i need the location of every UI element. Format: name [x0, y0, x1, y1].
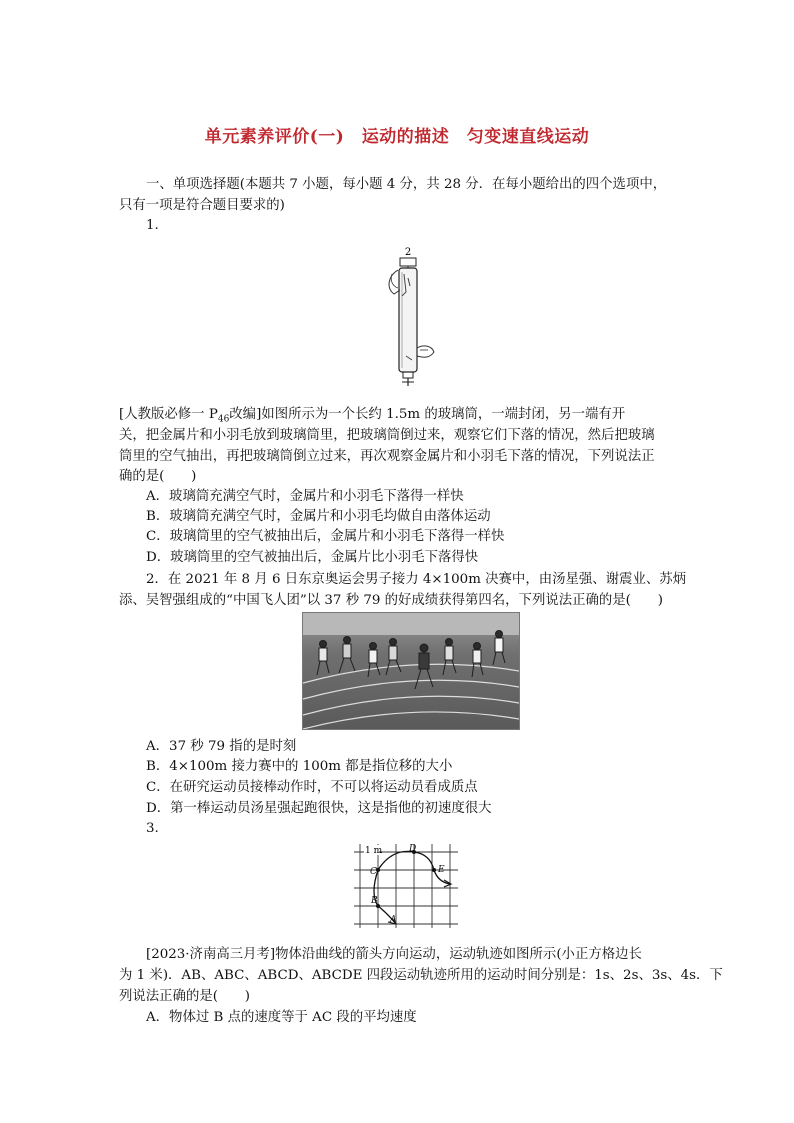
- q1-stem-line1: [人教版必修一 $P_{46}$改编]如图所示为一个长约 1.5m 的玻璃筒，一端封闭，另一端有开: [119, 407, 626, 425]
- q1-option-c: C．玻璃筒里的空气被抽出后，金属片和小羽毛下落得一样快: [146, 529, 505, 544]
- q3-stem-line3: 列说法正确的是( ): [119, 989, 250, 1004]
- q1-stem-line4: 确的是( ): [119, 469, 197, 484]
- point-b-label: B: [371, 896, 378, 906]
- grid-scale-label: 1 m: [365, 846, 383, 856]
- point-e-label: E: [438, 865, 445, 875]
- point-a-label: A: [390, 915, 397, 925]
- q2-stem-line2: 添、吴智强组成的“中国飞人团”以 37 秒 79 的好成绩获得第四名，下列说法正确的是( ): [119, 593, 663, 608]
- q1-option-d: D．玻璃筒里的空气被抽出后，金属片比小羽毛下落得快: [146, 550, 479, 565]
- relay-race-photo: [302, 612, 520, 730]
- q1-number: 1.: [146, 218, 159, 233]
- glass-tube-figure: [384, 244, 436, 390]
- q1-stem-line2: 关，把金属片和小羽毛放到玻璃筒里，把玻璃筒倒过来，观察它们下落的情况，然后把玻璃: [119, 428, 655, 443]
- tube-fig-label: 2: [404, 247, 412, 258]
- section-heading-line1: 一、单项选择题(本题共 7 小题，每小题 4 分，共 28 分．在每小题给出的四个选项中，: [146, 177, 667, 192]
- q3-stem-line1: [2023·济南高三月考]物体沿曲线的箭头方向运动，运动轨迹如图所示(小正方格边长: [146, 947, 642, 962]
- page-title: 单元素养评价(一) 运动的描述 匀变速直线运动: [204, 127, 590, 147]
- q2-option-c: C．在研究运动员接棒动作时，不可以将运动员看成质点: [146, 780, 478, 795]
- q1-option-a: A．玻璃筒充满空气时，金属片和小羽毛下落得一样快: [146, 489, 464, 504]
- section-heading-line2: 只有一项是符合题目要求的): [119, 198, 285, 213]
- q2-option-b: B．4×100m 接力赛中的 100m 都是指位移的大小: [146, 759, 453, 774]
- trajectory-grid-figure: [352, 842, 464, 932]
- q3-number: 3.: [146, 821, 159, 836]
- point-d-label: D: [409, 844, 417, 854]
- q2-stem-line1: 2．在 2021 年 8 月 6 日东京奥运会男子接力 4×100m 决赛中，由汤星强、谢震业、苏炳: [146, 572, 687, 587]
- q1-option-b: B．玻璃筒充满空气时，金属片和小羽毛均做自由落体运动: [146, 509, 491, 524]
- q3-stem-line2: 为 1 米)．AB、ABC、ABCD、ABCDE 四段运动轨迹所用的运动时间分别是：1s、2s、3s、4s．下: [119, 968, 723, 983]
- q2-option-d: D．第一棒运动员汤星强起跑很快，这是指他的初速度很大: [146, 801, 492, 816]
- q3-option-a: A．物体过 B 点的速度等于 AC 段的平均速度: [146, 1010, 417, 1025]
- q1-stem-line3: 筒里的空气抽出，再把玻璃筒倒立过来，再次观察金属片和小羽毛下落的情况，下列说法正: [119, 449, 655, 464]
- point-c-label: C: [370, 867, 377, 877]
- q2-option-a: A．37 秒 79 指的是时刻: [146, 739, 297, 754]
